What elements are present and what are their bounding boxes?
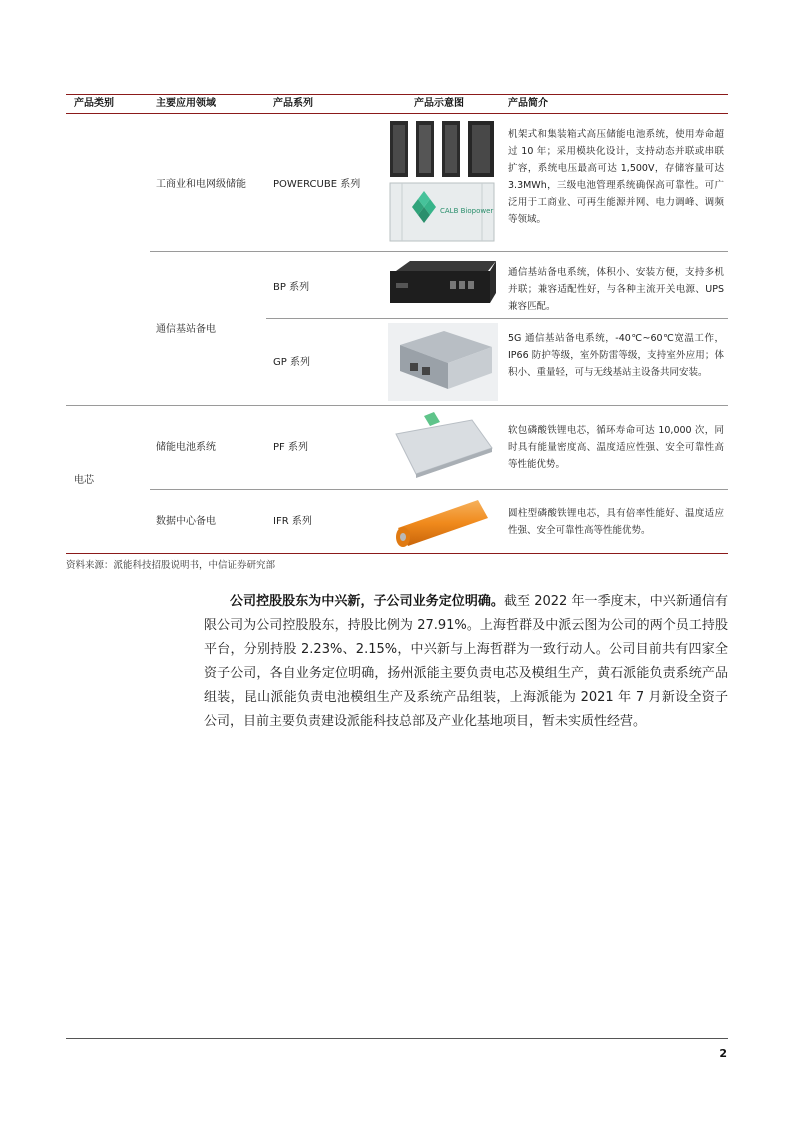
rack-and-container-image bbox=[388, 119, 498, 245]
telecom-domain: 通信基站备电 bbox=[156, 324, 216, 335]
header-image: 产品示意图 bbox=[414, 98, 464, 109]
row1-series: POWERCUBE 系列 bbox=[273, 179, 361, 190]
category-cell: 电芯 bbox=[74, 475, 94, 486]
row2-series: BP 系列 bbox=[273, 282, 310, 293]
bp-battery-unit-image bbox=[388, 257, 498, 313]
header-category: 产品类别 bbox=[74, 98, 114, 109]
row3-desc: 5G 通信基站备电系统，-40℃~60℃宽温工作，IP66 防护等级，室外防雷等级，支持室外应用；体积小、重量轻，可与无线基站主设备共同安装。 bbox=[508, 333, 724, 378]
row1-desc: 机架式和集装箱式高压储能电池系统，使用寿命超过 10 年；采用模块化设计，支持动态并联或串联扩容，系统电压最高可达 1,500V，存储容量可达 3.3MWh，三级电池管理系统确保高可靠性。可广泛用于工商业、可再生能源并网、电力调峰、调频等领域。 bbox=[508, 129, 724, 225]
pouch-cell-image bbox=[388, 412, 498, 482]
row4-series: PF 系列 bbox=[273, 442, 308, 453]
table-header-rule bbox=[66, 113, 728, 114]
table-top-rule bbox=[66, 94, 728, 95]
row4-desc: 软包磷酸铁锂电芯，循环寿命可达 10,000 次，同时具有能量密度高、温度适应性强、安全可靠性高等性能优势。 bbox=[508, 425, 724, 470]
table-bottom-rule bbox=[66, 553, 728, 554]
row3-series: GP 系列 bbox=[273, 357, 310, 368]
row5-desc: 圆柱型磷酸铁锂电芯，具有倍率性能好、温度适应性强、安全可靠性高等性能优势。 bbox=[508, 508, 724, 536]
footer-rule bbox=[66, 1038, 728, 1039]
row-separator bbox=[66, 405, 728, 406]
row4-domain: 储能电池系统 bbox=[156, 442, 216, 453]
cylindrical-cell-image bbox=[388, 496, 498, 548]
header-series: 产品系列 bbox=[273, 98, 313, 109]
paragraph-body: 截至 2022 年一季度末，中兴新通信有限公司为公司控股股东，持股比例为 27.91%。上海哲群及中派云图为公司的两个员工持股平台，分别持股 2.23%、2.15%，中兴新与上海哲群为一致行动人。公司目前共有四家全资子公司，各自业务定位明确，扬州派能主要负责电芯及模组生产，黄石派能负责系统产品组装，昆山派能负责电池模组生产及系统产品组装，上海派能为 2021 年 7 月新设全资子公司，目前主要负责建设派能科技总部及产业化基地项目，暂未实质性经营。 bbox=[204, 594, 728, 729]
row2-desc: 通信基站备电系统，体积小、安装方便，支持多机并联；兼容适配性好，与各种主流开关电源、UPS 兼容匹配。 bbox=[508, 267, 724, 312]
row5-series: IFR 系列 bbox=[273, 516, 312, 527]
header-desc: 产品简介 bbox=[508, 98, 548, 109]
container-brand: CALB Biopower bbox=[440, 207, 494, 215]
row1-domain: 工商业和电网级储能 bbox=[156, 179, 246, 190]
row5-domain: 数据中心备电 bbox=[156, 516, 216, 527]
page-number: 2 bbox=[719, 1047, 727, 1060]
row-separator bbox=[150, 251, 728, 252]
gp-battery-unit-image bbox=[388, 323, 498, 401]
row-separator bbox=[150, 489, 728, 490]
table-source: 资料来源：派能科技招股说明书，中信证券研究部 bbox=[66, 560, 276, 571]
body-paragraph bbox=[204, 590, 728, 734]
row-separator bbox=[266, 318, 728, 319]
paragraph-lead: 公司控股股东为中兴新，子公司业务定位明确。 bbox=[230, 594, 504, 609]
header-domain: 主要应用领域 bbox=[156, 98, 216, 109]
cylinder-body bbox=[398, 500, 488, 546]
